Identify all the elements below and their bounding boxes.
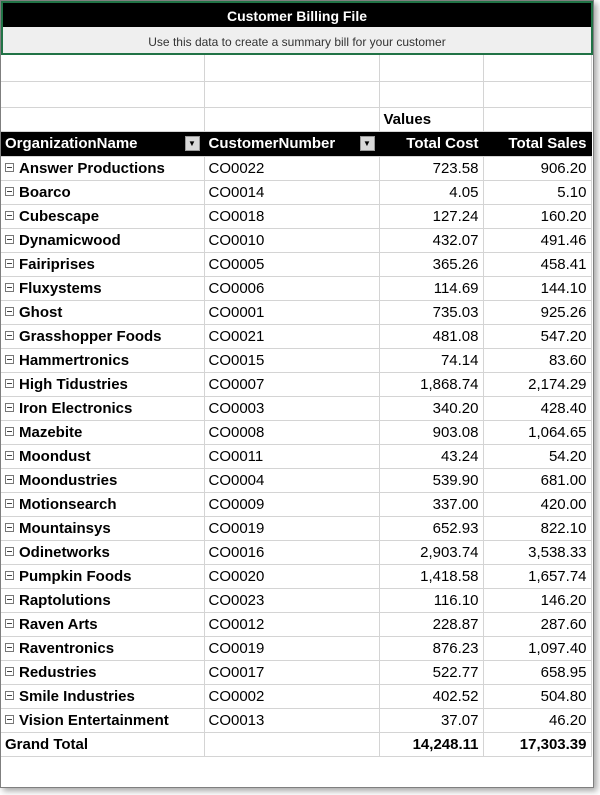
collapse-icon[interactable] (5, 547, 14, 556)
cost-cell[interactable]: 43.24 (379, 444, 483, 468)
customer-cell[interactable]: CO0015 (204, 348, 379, 372)
cost-cell[interactable]: 2,903.74 (379, 540, 483, 564)
org-name: Cubescape (19, 207, 100, 225)
table-row (1, 180, 591, 204)
grand-total-sales[interactable]: 17,303.39 (483, 732, 591, 756)
collapse-icon[interactable] (5, 451, 14, 460)
customer-cell[interactable]: CO0004 (204, 468, 379, 492)
customer-cell[interactable]: CO0018 (204, 204, 379, 228)
blank-row (1, 55, 591, 81)
header-org[interactable] (1, 131, 204, 156)
cell[interactable] (204, 55, 379, 81)
sales-cell[interactable]: 83.60 (483, 348, 591, 372)
sales-cell[interactable]: 658.95 (483, 660, 591, 684)
table-row (1, 588, 591, 612)
cost-cell[interactable]: 432.07 (379, 228, 483, 252)
cost-cell[interactable]: 735.03 (379, 300, 483, 324)
sales-cell[interactable]: 2,174.29 (483, 372, 591, 396)
collapse-icon[interactable] (5, 259, 14, 268)
customer-cell[interactable]: CO0022 (204, 156, 379, 180)
cost-cell[interactable]: 903.08 (379, 420, 483, 444)
org-name: Fairiprises (19, 255, 95, 273)
customer-cell[interactable]: CO0012 (204, 612, 379, 636)
sales-cell[interactable]: 1,657.74 (483, 564, 591, 588)
header-row (1, 131, 591, 156)
table-row (1, 372, 591, 396)
org-cell[interactable] (1, 180, 204, 204)
cost-cell[interactable]: 481.08 (379, 324, 483, 348)
cell[interactable] (379, 81, 483, 107)
cell[interactable] (204, 732, 379, 756)
sales-cell[interactable]: 906.20 (483, 156, 591, 180)
cell[interactable] (204, 107, 379, 131)
org-cell[interactable] (1, 444, 204, 468)
sales-cell[interactable]: 3,538.33 (483, 540, 591, 564)
cost-cell[interactable]: 337.00 (379, 492, 483, 516)
cost-cell[interactable]: 116.10 (379, 588, 483, 612)
cell[interactable] (1, 81, 204, 107)
sales-cell[interactable]: 491.46 (483, 228, 591, 252)
table-row (1, 684, 591, 708)
cost-cell[interactable]: 4.05 (379, 180, 483, 204)
org-name: Grasshopper Foods (19, 327, 162, 345)
org-name: Raptolutions (19, 591, 111, 609)
customer-cell[interactable]: CO0010 (204, 228, 379, 252)
sales-cell[interactable]: 146.20 (483, 588, 591, 612)
collapse-icon[interactable] (5, 643, 14, 652)
table-row (1, 708, 591, 732)
cell[interactable] (1, 107, 204, 131)
cost-cell[interactable]: 652.93 (379, 516, 483, 540)
cell[interactable] (483, 55, 591, 81)
customer-cell[interactable]: CO0006 (204, 276, 379, 300)
table-row (1, 324, 591, 348)
collapse-icon[interactable] (5, 571, 14, 580)
table-row (1, 636, 591, 660)
customer-cell[interactable]: CO0020 (204, 564, 379, 588)
collapse-icon[interactable] (5, 235, 14, 244)
pivot-table (1, 55, 592, 757)
cost-cell[interactable]: 876.23 (379, 636, 483, 660)
org-name: Ghost (19, 303, 63, 321)
org-cell[interactable] (1, 324, 204, 348)
sales-cell[interactable]: 5.10 (483, 180, 591, 204)
table-row (1, 348, 591, 372)
customer-cell[interactable]: CO0001 (204, 300, 379, 324)
table-row (1, 228, 591, 252)
sort-filter-icon[interactable]: ▼ (185, 136, 200, 151)
table-row (1, 252, 591, 276)
org-cell[interactable] (1, 684, 204, 708)
table-row (1, 468, 591, 492)
table-row (1, 540, 591, 564)
cost-cell[interactable]: 1,868.74 (379, 372, 483, 396)
customer-cell[interactable]: CO0019 (204, 636, 379, 660)
header-customer-label: CustomerNumber (208, 135, 336, 152)
table-row (1, 396, 591, 420)
collapse-icon[interactable] (5, 331, 14, 340)
collapse-icon[interactable] (5, 211, 14, 220)
org-cell[interactable] (1, 516, 204, 540)
org-name: Raventronics (19, 639, 115, 657)
customer-cell[interactable]: CO0017 (204, 660, 379, 684)
org-cell[interactable] (1, 348, 204, 372)
collapse-icon[interactable] (5, 283, 14, 292)
table-row (1, 516, 591, 540)
sales-cell[interactable]: 144.10 (483, 276, 591, 300)
org-name: Redustries (19, 663, 97, 681)
sales-cell[interactable]: 1,097.40 (483, 636, 591, 660)
org-name: Vision Entertainment (19, 711, 169, 729)
org-cell[interactable] (1, 372, 204, 396)
customer-cell[interactable]: CO0014 (204, 180, 379, 204)
cost-cell[interactable]: 539.90 (379, 468, 483, 492)
cost-cell[interactable]: 114.69 (379, 276, 483, 300)
sales-cell[interactable]: 54.20 (483, 444, 591, 468)
table-row (1, 204, 591, 228)
customer-cell[interactable]: CO0003 (204, 396, 379, 420)
cost-cell[interactable]: 340.20 (379, 396, 483, 420)
org-name: Moondust (19, 447, 91, 465)
sales-cell[interactable]: 504.80 (483, 684, 591, 708)
org-cell[interactable] (1, 420, 204, 444)
cost-cell[interactable]: 37.07 (379, 708, 483, 732)
header-total-cost[interactable]: Total Cost (379, 131, 483, 156)
collapse-icon[interactable] (5, 595, 14, 604)
sales-cell[interactable]: 1,064.65 (483, 420, 591, 444)
org-name: Pumpkin Foods (19, 567, 132, 585)
org-cell[interactable] (1, 468, 204, 492)
table-row (1, 492, 591, 516)
collapse-icon[interactable] (5, 163, 14, 172)
values-row (1, 107, 591, 131)
sales-cell[interactable]: 458.41 (483, 252, 591, 276)
org-name: Odinetworks (19, 543, 110, 561)
org-cell[interactable] (1, 564, 204, 588)
header-total-sales[interactable]: Total Sales (483, 131, 591, 156)
cost-cell[interactable]: 723.58 (379, 156, 483, 180)
cell[interactable] (1, 55, 204, 81)
org-cell[interactable] (1, 252, 204, 276)
customer-cell[interactable]: CO0008 (204, 420, 379, 444)
org-cell[interactable] (1, 492, 204, 516)
org-cell[interactable] (1, 396, 204, 420)
org-name: Raven Arts (19, 615, 98, 633)
filter-dropdown-icon[interactable]: ▼ (360, 136, 375, 151)
grand-total-cost[interactable]: 14,248.11 (379, 732, 483, 756)
org-name: Mountainsys (19, 519, 111, 537)
header-org-label: OrganizationName (5, 135, 138, 152)
collapse-icon[interactable] (5, 427, 14, 436)
table-row (1, 156, 591, 180)
customer-cell[interactable]: CO0009 (204, 492, 379, 516)
header-customer[interactable] (204, 131, 379, 156)
cost-cell[interactable]: 402.52 (379, 684, 483, 708)
collapse-icon[interactable] (5, 355, 14, 364)
table-row (1, 276, 591, 300)
cost-cell[interactable]: 127.24 (379, 204, 483, 228)
collapse-icon[interactable] (5, 691, 14, 700)
org-cell[interactable] (1, 228, 204, 252)
sales-cell[interactable]: 681.00 (483, 468, 591, 492)
grand-total-label[interactable]: Grand Total (1, 732, 204, 756)
table-row (1, 612, 591, 636)
customer-cell[interactable]: CO0019 (204, 516, 379, 540)
collapse-icon[interactable] (5, 187, 14, 196)
sales-cell[interactable]: 925.26 (483, 300, 591, 324)
customer-cell[interactable]: CO0023 (204, 588, 379, 612)
org-name: Boarco (19, 183, 71, 201)
sales-cell[interactable]: 547.20 (483, 324, 591, 348)
collapse-icon[interactable] (5, 475, 14, 484)
sales-cell[interactable]: 822.10 (483, 516, 591, 540)
customer-cell[interactable]: CO0002 (204, 684, 379, 708)
sales-cell[interactable]: 46.20 (483, 708, 591, 732)
collapse-icon[interactable] (5, 619, 14, 628)
org-name: Iron Electronics (19, 399, 133, 417)
sales-cell[interactable]: 420.00 (483, 492, 591, 516)
org-cell[interactable] (1, 204, 204, 228)
org-cell[interactable] (1, 636, 204, 660)
cost-cell[interactable]: 1,418.58 (379, 564, 483, 588)
customer-cell[interactable]: CO0021 (204, 324, 379, 348)
org-cell[interactable] (1, 156, 204, 180)
org-cell[interactable] (1, 300, 204, 324)
cell[interactable] (483, 81, 591, 107)
sales-cell[interactable]: 160.20 (483, 204, 591, 228)
values-label[interactable]: Values (379, 107, 483, 131)
collapse-icon[interactable] (5, 523, 14, 532)
collapse-icon[interactable] (5, 403, 14, 412)
org-cell[interactable] (1, 660, 204, 684)
collapse-icon[interactable] (5, 307, 14, 316)
collapse-icon[interactable] (5, 499, 14, 508)
org-name: Fluxystems (19, 279, 102, 297)
cost-cell[interactable]: 522.77 (379, 660, 483, 684)
org-cell[interactable] (1, 588, 204, 612)
table-row (1, 444, 591, 468)
customer-cell[interactable]: CO0005 (204, 252, 379, 276)
customer-cell[interactable]: CO0013 (204, 708, 379, 732)
org-name: Hammertronics (19, 351, 130, 369)
sheet-subtitle[interactable]: Use this data to create a summary bill for your customer (1, 27, 593, 55)
customer-cell[interactable]: CO0011 (204, 444, 379, 468)
table-row (1, 564, 591, 588)
cell[interactable] (204, 81, 379, 107)
collapse-icon[interactable] (5, 715, 14, 724)
org-cell[interactable] (1, 540, 204, 564)
cell[interactable] (379, 55, 483, 81)
org-name: Mazebite (19, 423, 83, 441)
org-cell[interactable] (1, 612, 204, 636)
cost-cell[interactable]: 74.14 (379, 348, 483, 372)
sheet-title[interactable]: Customer Billing File (1, 1, 593, 27)
org-name: High Tidustries (19, 375, 128, 393)
org-cell[interactable] (1, 276, 204, 300)
org-name: Smile Industries (19, 687, 135, 705)
org-name: Moondustries (19, 471, 118, 489)
customer-cell[interactable]: CO0007 (204, 372, 379, 396)
collapse-icon[interactable] (5, 379, 14, 388)
org-name: Motionsearch (19, 495, 117, 513)
customer-cell[interactable]: CO0016 (204, 540, 379, 564)
sales-cell[interactable]: 428.40 (483, 396, 591, 420)
table-row (1, 420, 591, 444)
org-cell[interactable] (1, 708, 204, 732)
grand-total-row (1, 732, 591, 756)
cost-cell[interactable]: 228.87 (379, 612, 483, 636)
sales-cell[interactable]: 287.60 (483, 612, 591, 636)
cost-cell[interactable]: 365.26 (379, 252, 483, 276)
cell[interactable] (483, 107, 591, 131)
table-row (1, 660, 591, 684)
org-name: Dynamicwood (19, 231, 121, 249)
blank-row (1, 81, 591, 107)
collapse-icon[interactable] (5, 667, 14, 676)
table-row (1, 300, 591, 324)
org-name: Answer Productions (19, 159, 165, 177)
